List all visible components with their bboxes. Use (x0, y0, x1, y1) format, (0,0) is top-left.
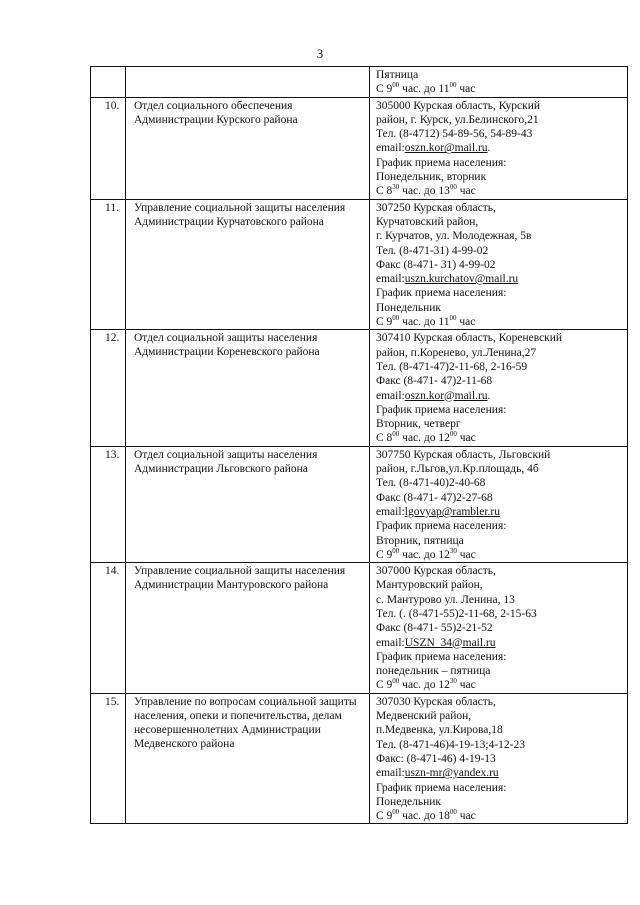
info-line: Медвенский район, (376, 710, 472, 723)
hours-suffix: час (456, 432, 476, 445)
hours-from: С 9 (376, 679, 393, 692)
email-line (376, 636, 625, 650)
info-line: 305000 Курская область, Курский (376, 99, 541, 112)
hours-suffix: час (456, 83, 476, 96)
table-row (91, 67, 628, 98)
email-link[interactable]: oszn.kor@mail.ru (404, 389, 488, 402)
email-line (376, 141, 625, 155)
reception-hours (376, 82, 625, 96)
table-row (91, 563, 628, 694)
contact-info-cell (370, 199, 628, 330)
contact-info (370, 67, 627, 97)
hours-to: час. до 13 (399, 185, 450, 198)
info-line: район, г. Курск, ул.Белинского,21 (376, 113, 539, 126)
email-trailing: . (487, 389, 491, 402)
email-label: email: (376, 273, 405, 286)
hours-from: С 8 (376, 432, 393, 445)
contact-info (370, 563, 627, 693)
hours-to-minutes: 00 (449, 431, 457, 439)
info-line: График приема населения: (376, 403, 507, 416)
hours-suffix: час (456, 185, 476, 198)
row-number-cell (91, 563, 126, 694)
email-label: email: (376, 389, 405, 402)
hours-suffix: час (456, 316, 476, 329)
row-number: 11. (105, 201, 119, 214)
info-line: График приема населения: (376, 520, 507, 533)
table-row (91, 199, 628, 330)
info-line: 307250 Курская область, (376, 201, 496, 214)
agency-name-cell (126, 446, 370, 562)
reception-hours (376, 184, 625, 198)
reception-hours (376, 315, 625, 329)
row-number-cell (91, 199, 126, 330)
contact-info-cell (370, 446, 628, 562)
agency-name-cell (126, 693, 370, 824)
info-line: п.Медвенка, ул.Кирова,18 (376, 724, 503, 737)
hours-to: час. до 11 (399, 83, 450, 96)
contact-info (370, 694, 627, 824)
email-line (376, 505, 625, 519)
hours-from-minutes: 00 (392, 431, 400, 439)
contact-info-cell (370, 330, 628, 446)
row-number-cell (91, 97, 126, 199)
reception-hours (376, 809, 625, 823)
info-line: Тел. (8-4712) 54-89-56, 54-89-43 (376, 128, 533, 141)
contact-info-cell (370, 563, 628, 694)
table-row (91, 693, 628, 824)
contact-info (370, 200, 627, 330)
info-line: с. Мантурово ул. Ленина, 13 (376, 593, 515, 606)
row-number: 14. (105, 565, 120, 578)
info-line: Понедельник (376, 795, 441, 808)
email-line (376, 766, 625, 780)
info-line: Понедельник, вторник (376, 171, 487, 184)
table-row (91, 330, 628, 446)
agency-name-cell (126, 563, 370, 694)
contact-info (370, 98, 627, 199)
email-label: email: (376, 505, 405, 518)
info-line: 307750 Курская область, Льговский (376, 448, 551, 461)
email-line (376, 272, 625, 286)
info-line: район, п.Коренево, ул.Ленина,27 (376, 346, 537, 359)
hours-from-minutes: 00 (392, 678, 400, 686)
agency-name: Управление социальной защиты населения Администрации Мантуровского района (134, 565, 346, 592)
info-line: Понедельник (376, 301, 441, 314)
hours-to: час. до 11 (399, 316, 450, 329)
email-link[interactable]: lgovyap@rambler.ru (404, 505, 500, 518)
hours-to: час. до 12 (399, 679, 450, 692)
hours-suffix: час (456, 810, 476, 823)
email-label: email: (376, 636, 405, 649)
page-number: 3 (316, 46, 324, 61)
hours-from: С 9 (376, 316, 393, 329)
contact-info-cell (370, 693, 628, 824)
row-number-cell (91, 693, 126, 824)
email-link[interactable]: oszn.kor@mail.ru (404, 142, 488, 155)
agency-name: Отдел социального обеспечения Администрации Курского района (134, 99, 298, 126)
row-number-cell (91, 330, 126, 446)
info-line: Факс: (8-471-46) 4-19-13 (376, 752, 496, 765)
info-line: Тел. (8-471-40)2-40-68 (376, 477, 486, 490)
contact-info (370, 447, 627, 562)
reception-hours (376, 678, 625, 692)
hours-to-minutes: 00 (449, 184, 457, 192)
hours-from-minutes: 30 (392, 184, 400, 192)
row-number: 10. (105, 99, 120, 112)
contact-info-cell (370, 97, 628, 199)
info-line: г. Курчатов, ул. Молодежная, 5в (376, 230, 532, 243)
hours-from: С 9 (376, 810, 393, 823)
hours-suffix: час (456, 679, 476, 692)
row-number: 15. (105, 695, 120, 708)
row-number-cell (91, 446, 126, 562)
info-line: Вторник, пятница (376, 534, 464, 547)
contacts-table (90, 66, 628, 824)
row-number: 13. (105, 448, 120, 461)
info-line: График приема населения: (376, 287, 507, 300)
info-line: район, г.Льгов,ул.Кр.площадь, 4б (376, 463, 539, 476)
hours-suffix: час (456, 548, 476, 561)
reception-hours (376, 548, 625, 562)
email-link[interactable]: uszn-mr@yandex.ru (404, 767, 499, 780)
hours-to: час. до 12 (399, 548, 450, 561)
hours-from-minutes: 00 (392, 82, 400, 90)
hours-to: час. до 12 (399, 432, 450, 445)
info-line: Тел. (. (8-471-55)2-11-68, 2-15-63 (376, 607, 537, 620)
email-label: email: (376, 142, 405, 155)
agency-name: Отдел социальной защиты населения Администрации Кореневского района (134, 332, 320, 359)
reception-hours (376, 431, 625, 445)
hours-from: С 9 (376, 83, 393, 96)
agency-name (126, 67, 369, 68)
info-line: 307030 Курская область, (376, 695, 496, 708)
email-line (376, 389, 625, 403)
info-line: Факс (8-471- 47)2-11-68 (376, 375, 493, 388)
contact-info-cell (370, 67, 628, 98)
hours-from-minutes: 00 (392, 809, 400, 817)
row-number (91, 67, 125, 68)
agency-name: Управление социальной защиты населения Администрации Курчатовского района (134, 201, 346, 228)
agency-name: Управление по вопросам социальной защиты населения, опеки и попечительства, делам несовершеннолетних Администрации Медвенского района (134, 695, 357, 750)
email-link[interactable]: USZN_34@mail.ru (404, 636, 496, 649)
info-line: График приема населения: (376, 650, 507, 663)
info-line: Тел. (8-471-47)2-11-68, 2-16-59 (376, 360, 528, 373)
row-number-cell (91, 67, 126, 98)
agency-name-cell (126, 97, 370, 199)
contact-info (370, 330, 627, 445)
info-line: 307410 Курская область, Кореневский (376, 332, 563, 345)
info-line: График приема населения: (376, 781, 507, 794)
info-line: Факс (8-471- 55)2-21-52 (376, 622, 493, 635)
hours-to-minutes: 30 (449, 547, 457, 555)
info-line: Факс (8-471- 47)2-27-68 (376, 491, 493, 504)
email-label: email: (376, 767, 405, 780)
hours-from: С 8 (376, 185, 393, 198)
info-line: Тел. (8-471-46)4-19-13;4-12-23 (376, 738, 526, 751)
info-line: Тел. (8-471-31) 4-99-02 (376, 244, 489, 257)
info-line: Курчатовский район, (376, 215, 479, 228)
table-row (91, 446, 628, 562)
hours-to-minutes: 00 (449, 315, 457, 323)
info-line: Мантуровский район, (376, 579, 483, 592)
info-line: Пятница (376, 69, 419, 81)
hours-from: С 9 (376, 548, 393, 561)
info-line: понедельник – пятница (376, 665, 491, 678)
contacts-table-body (91, 67, 628, 824)
info-line: 307000 Курская область, (376, 565, 496, 578)
info-line: Факс (8-471- 31) 4-99-02 (376, 258, 496, 271)
hours-to: час. до 18 (399, 810, 450, 823)
agency-name-cell (126, 199, 370, 330)
email-link[interactable]: uszn.kurchatov@mail.ru (404, 273, 519, 286)
info-line: График приема населения: (376, 156, 507, 169)
hours-from-minutes: 00 (392, 547, 400, 555)
table-row (91, 97, 628, 199)
hours-to-minutes: 00 (449, 82, 457, 90)
agency-name-cell (126, 67, 370, 98)
hours-to-minutes: 00 (449, 809, 457, 817)
agency-name-cell (126, 330, 370, 446)
email-trailing: . (487, 142, 491, 155)
info-line: Вторник, четверг (376, 418, 461, 431)
hours-to-minutes: 30 (449, 678, 457, 686)
agency-name: Отдел социальной защиты населения Администрации Льговского района (134, 448, 318, 475)
hours-from-minutes: 00 (392, 315, 400, 323)
row-number: 12. (105, 332, 120, 345)
